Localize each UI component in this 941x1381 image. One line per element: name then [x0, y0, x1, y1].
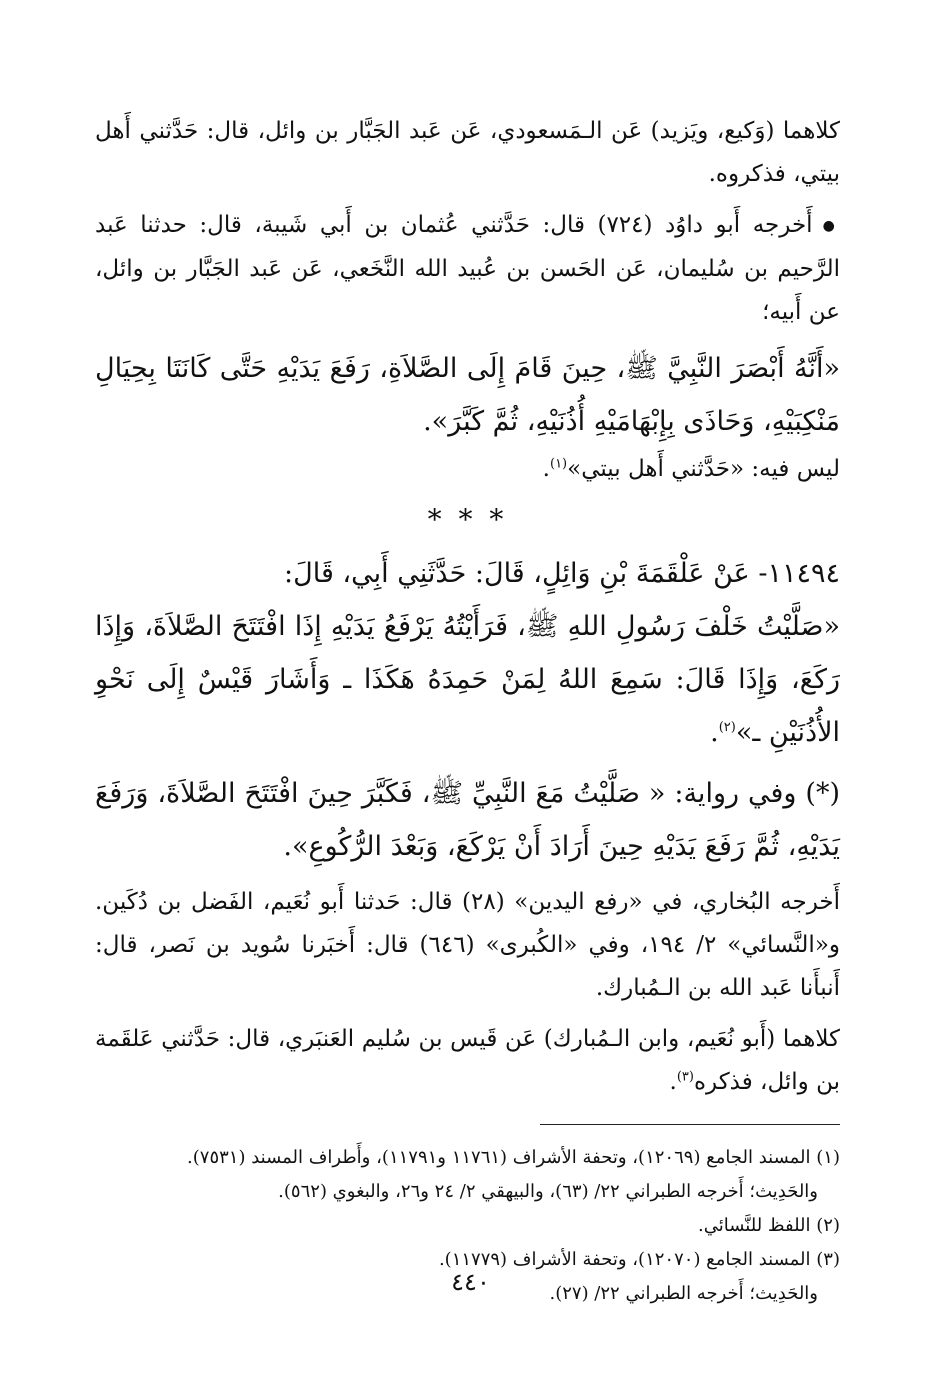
paragraph-bulleted: ● أَخرجه أَبو داوُد (٧٢٤) قال: حَدَّثني عُثمان بن أَبي شَيبة، قال: حدثنا عَبد الرَّحيم بن سُليمان، عَن الحَسن بن عُبيد الله النَّخَعي، عَن عَبد الجَبَّار بن وائل، عن أَبيه؛ [95, 204, 840, 334]
section-separator: * * * [427, 502, 508, 536]
hadith-text: «صَلَّيْتُ خَلْفَ رَسُولِ اللهِ ﷺ، فَرَأَيْتُهُ يَرْفَعُ يَدَيْهِ إِذَا افْتَتَحَ الصَّلاَةَ، وَإِذَا رَكَعَ، وَإِذَا قَالَ: سَمِعَ اللهُ لِمَنْ حَمِدَهُ هَكَذَا ـ وَأَشَارَ قَيْسٌ إِلَى نَحْوِ الأُذُنَيْنِ ـ»$^{(٢)}$. [95, 610, 840, 748]
footnote-ref: (٣) [676, 1068, 694, 1084]
paragraph: كلاهما (وَكيع، ويَزيد) عَن الـمَسعودي، عَن عَبد الجَبَّار بن وائل، قال: حَدَّثني أَهل بيتي، فذكروه. [95, 118, 840, 187]
paragraph: أَخرجه البُخاري، في «رفع اليدين» (٢٨) قال: حَدثنا أَبو نُعَيم، الفَضل بن دُكَين. و«النَّسائي» ٢/ ١٩٤، وفي «الكُبرى» (٦٤٦) قال: أَخبَرنا سُويد بن نَصر، قال: أَنبأَنا عَبد الله بن الـمُبارك. [95, 888, 840, 1001]
hadith-heading: ١١٤٩٤- عَنْ عَلْقَمَةَ بْنِ وَائِلٍ، قَالَ: حَدَّثَنِي أَبِي، قَالَ: [284, 557, 840, 589]
page-body [95, 110, 840, 1311]
footnote-continuation: والحَدِيث؛ أَخرجه الطبراني ٢٢/ (٦٣)، والبيهقي ٢/ ٢٤ و٢٦، والبغوي (٥٦٢). [278, 1180, 818, 1202]
footnote-ref: (١) [549, 455, 568, 471]
footnote-divider [540, 1124, 840, 1125]
paragraph: كلاهما (أَبو نُعَيم، وابن الـمُبارك) عَن قَيس بن سُليم العَنبَري، قال: حَدَّثني عَلقَمة بن وائل، فذكره$^{(٣)}$. [95, 1025, 840, 1095]
footnote-continuation: والحَدِيث؛ أَخرجه الطبراني ٢٢/ (٢٧). [549, 1282, 818, 1304]
footnote: (١) المسند الجامع (١٢٠٦٩)، وتحفة الأشراف (١١٧٦١ و١١٧٩١)، وأَطراف المسند (٧٥٣١). [187, 1146, 840, 1168]
footnote: (٢) اللفظ للنَّسائي. [698, 1214, 840, 1236]
page-number: ٤٤٠ [451, 1268, 490, 1296]
paragraph: ليس فيه: «حَدَّثني أَهل بيتي»$^{(١)}$. [542, 455, 840, 482]
hadith-text: «أَنَّهُ أَبْصَرَ النَّبِيَّ ﷺ، حِينَ قَامَ إِلَى الصَّلاَةِ، رَفَعَ يَدَيْهِ حَتَّى كَانَتَا بِحِيَالِ مَنْكِبَيْهِ، وَحَاذَى بِإِبْهَامَيْهِ أُذُنَيْهِ، ثُمَّ كَبَّرَ». [95, 352, 840, 437]
hadith-variant: (*) وفي رواية: « صَلَّيْتُ مَعَ النَّبِيِّ ﷺ، فَكَبَّرَ حِينَ افْتَتَحَ الصَّلاَةَ، وَرَفَعَ يَدَيْهِ، ثُمَّ رَفَعَ يَدَيْهِ حِينَ أَرَادَ أَنْ يَرْكَعَ، وَبَعْدَ الرُّكُوعِ». [95, 777, 840, 862]
footnote-ref: (٢) [718, 719, 736, 735]
footnote: (٣) المسند الجامع (١٢٠٧٠)، وتحفة الأشراف (١١٧٧٩). [438, 1248, 840, 1270]
